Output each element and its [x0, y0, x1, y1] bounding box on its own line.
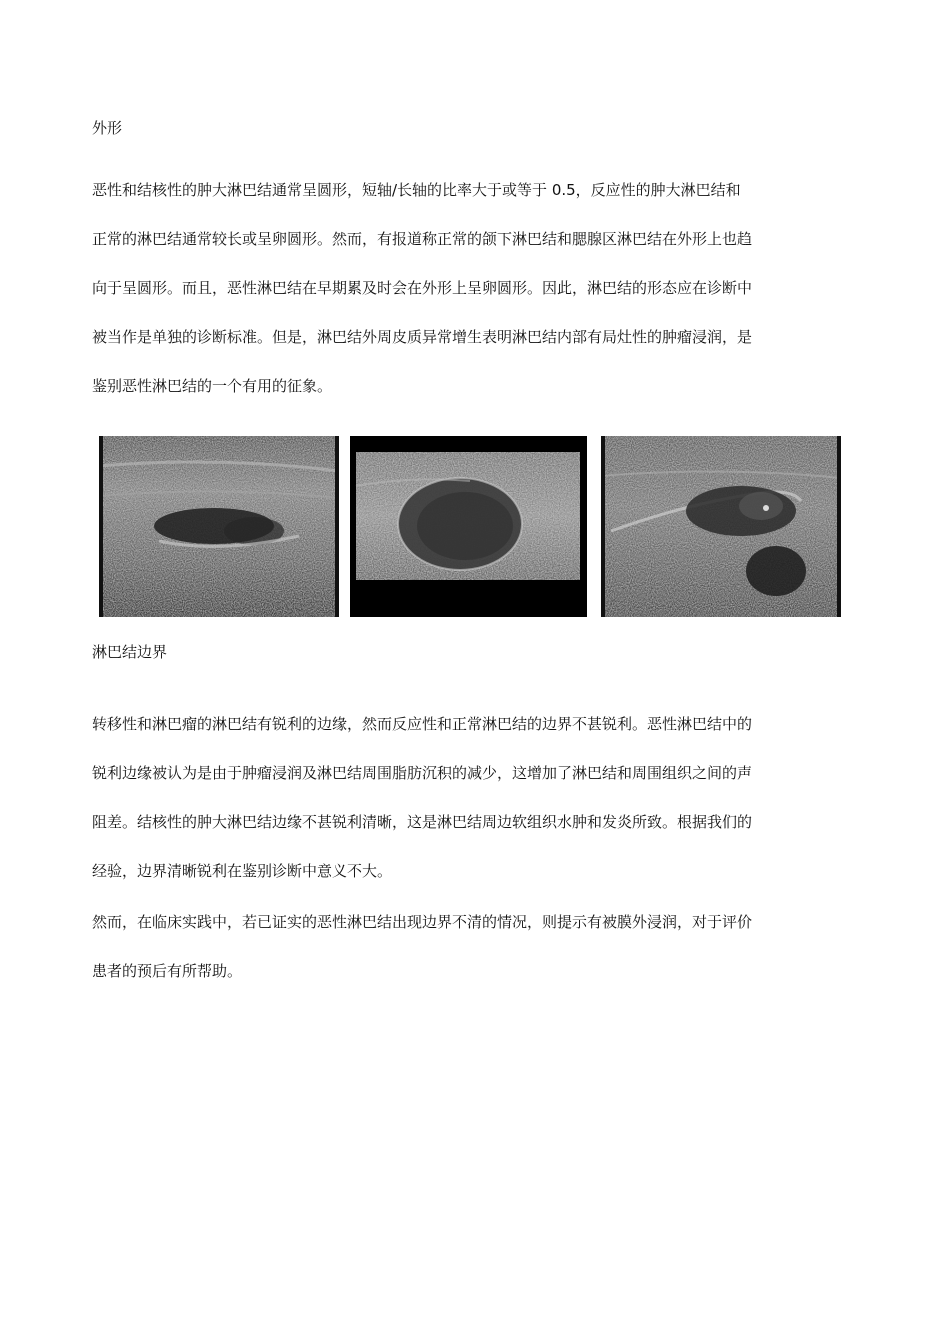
- paragraph-extracapsular: [92, 912, 852, 1010]
- paragraph-line: 恶性和结核性的肿大淋巴结通常呈圆形，短轴/长轴的比率大于或等于 0.5，反应性的肿大淋巴结和: [92, 181, 741, 199]
- paragraph-line: 向于呈圆形。而且，恶性淋巴结在早期累及时会在外形上呈卵圆形。因此，淋巴结的形态应在诊断中: [92, 279, 753, 297]
- section-heading-shape: 外形: [92, 119, 123, 137]
- ultrasound-image-cortical-thickening: [601, 436, 841, 617]
- paragraph-line: 转移性和淋巴瘤的淋巴结有锐利的边缘，然而反应性和正常淋巴结的边界不甚锐利。恶性淋巴结中的: [92, 715, 753, 733]
- paragraph-line: 鉴别恶性淋巴结的一个有用的征象。: [92, 377, 333, 395]
- ultrasound-image-round-node: [350, 436, 587, 617]
- paragraph-margins: [92, 714, 852, 910]
- paragraph-line: 被当作是单独的诊断标准。但是，淋巴结外周皮质异常增生表明淋巴结内部有局灶性的肿瘤浸润，是: [92, 328, 753, 346]
- paragraph-line: 阻差。结核性的肿大淋巴结边缘不甚锐利清晰，这是淋巴结周边软组织水肿和发炎所致。根据我们的: [92, 813, 753, 831]
- paragraph-line: 经验，边界清晰锐利在鉴别诊断中意义不大。: [92, 862, 393, 880]
- paragraph-line: 正常的淋巴结通常较长或呈卵圆形。然而，有报道称正常的颌下淋巴结和腮腺区淋巴结在外形上也趋: [92, 230, 753, 248]
- ultrasound-image-oval-node: [99, 436, 339, 617]
- paragraph-line: 然而，在临床实践中，若已证实的恶性淋巴结出现边界不清的情况，则提示有被膜外浸润，对于评价: [92, 913, 753, 931]
- paragraph-shape: [92, 180, 852, 425]
- paragraph-line: 锐利边缘被认为是由于肿瘤浸润及淋巴结周围脂肪沉积的减少，这增加了淋巴结和周围组织之间的声: [92, 764, 753, 782]
- paragraph-line: 患者的预后有所帮助。: [92, 962, 243, 980]
- ultrasound-figure-strip: [99, 436, 841, 617]
- section-heading-margins: 淋巴结边界: [92, 643, 168, 661]
